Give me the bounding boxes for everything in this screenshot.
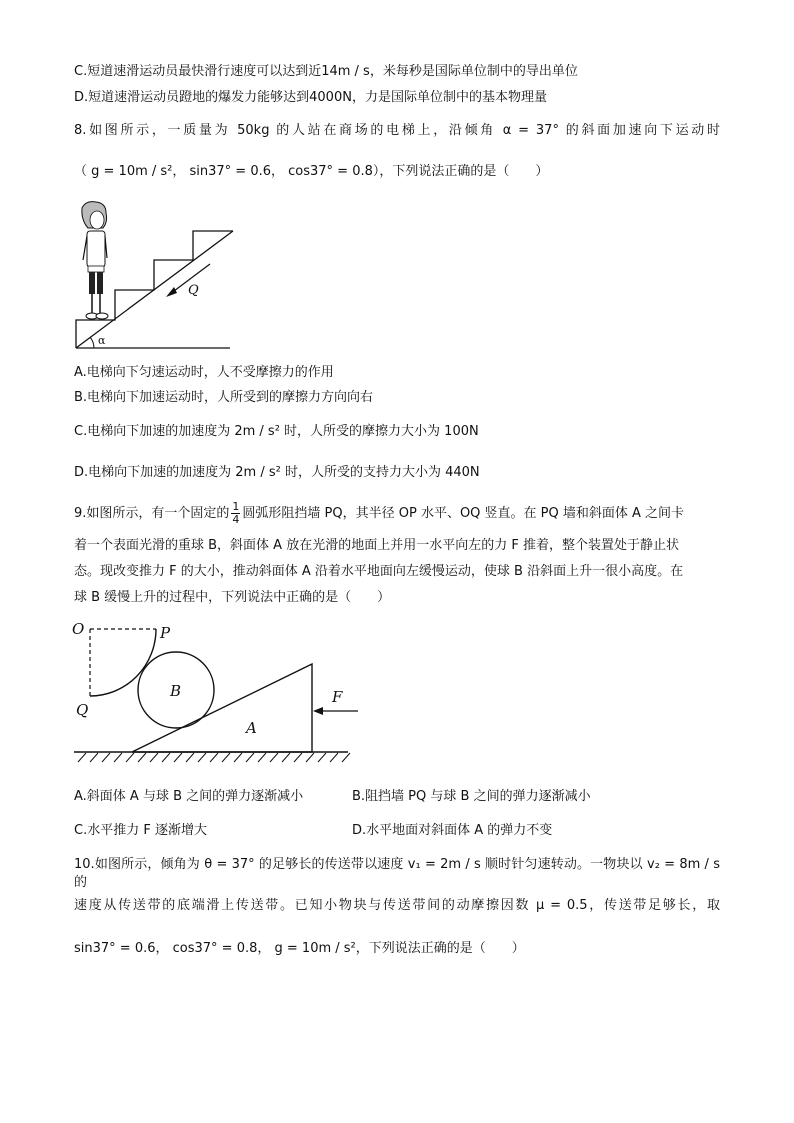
q9-stem-part2: 圆弧形阻挡墙 PQ，其半径 OP 水平、OQ 竖直。在 PQ 墙和斜面体 A 之间卡 <box>242 506 685 521</box>
q9-stem-part1: 9.如图所示，有一个固定的 <box>74 506 230 521</box>
q9-label-b: B <box>170 682 182 700</box>
q9-option-b: B.阻挡墙 PQ 与球 B 之间的弹力逐渐减小 <box>352 789 591 804</box>
q8-stem-line1: 8.如图所示，一质量为 50kg 的人站在商场的电梯上，沿倾角 α = 37° 的斜面加速向下运动时 <box>74 123 720 138</box>
q9-option-a: A.斜面体 A 与球 B 之间的弹力逐渐减小 <box>74 789 304 804</box>
q8-stem-line2: （ g = 10m / s²， sin37° = 0.6， cos37° = 0.8），下列说法正确的是（ ） <box>74 164 549 179</box>
q9-option-c: C.水平推力 F 逐渐增大 <box>74 823 207 838</box>
q8-option-c: C.电梯向下加速的加速度为 2m / s² 时，人所受的摩擦力大小为 100N <box>74 424 479 439</box>
q9-stem-line2: 着一个表面光滑的重球 B，斜面体 A 放在光滑的地面上并用一水平向左的力 F 推着，整个装置处于静止状 <box>74 538 679 553</box>
q9-label-a: A <box>246 719 257 737</box>
q9-stem-line3: 态。现改变推力 F 的大小，推动斜面体 A 沿着水平地面向左缓慢运动，使球 B 沿斜面上升一很小高度。在 <box>74 564 684 579</box>
q8-label-q: Q <box>188 283 199 298</box>
q8-option-d: D.电梯向下加速的加速度为 2m / s² 时，人所受的支持力大小为 440N <box>74 465 480 480</box>
q9-stem-line4: 球 B 缓慢上升的过程中，下列说法中正确的是（ ） <box>74 590 391 605</box>
q8-option-a: A.电梯向下匀速运动时，人不受摩擦力的作用 <box>74 365 334 380</box>
q9-stem-line1 <box>74 501 684 527</box>
quarter-fraction <box>231 501 240 526</box>
q9-wedge-figure <box>70 612 370 772</box>
angle-arc <box>90 337 94 348</box>
q10-stem-line1: 10.如图所示，倾角为 θ = 37° 的足够长的传送带以速度 v₁ = 2m / s 顺时针匀速转动。一物块以 v₂ = 8m / s 的 <box>74 857 720 890</box>
q9-label-o: O <box>72 620 85 638</box>
motion-arrow-head <box>166 287 177 297</box>
person-figure <box>82 202 108 319</box>
q7-option-c: C.短道速滑运动员最快滑行速度可以达到近14m / s，米每秒是国际单位制中的导出单位 <box>74 64 578 79</box>
force-arrow-head <box>313 707 323 715</box>
q9-option-d: D.水平地面对斜面体 A 的弹力不变 <box>352 823 553 838</box>
fraction-denominator: 4 <box>232 513 240 526</box>
q10-stem-line2: 速度从传送带的底端滑上传送带。已知小物块与传送带间的动摩擦因数 μ = 0.5，传送带足够长，取 <box>74 898 720 913</box>
q8-escalator-figure <box>70 198 250 354</box>
q10-stem-line3: sin37° = 0.6， cos37° = 0.8， g = 10m / s²，下列说法正确的是（ ） <box>74 941 525 956</box>
q9-label-p: P <box>160 624 171 642</box>
q8-option-b: B.电梯向下加速运动时，人所受到的摩擦力方向向右 <box>74 390 374 405</box>
fraction-numerator: 1 <box>232 500 240 513</box>
ground-hatching <box>78 753 350 762</box>
q9-label-f: F <box>332 688 343 706</box>
q7-option-d: D.短道速滑运动员蹬地的爆发力能够达到4000N，力是国际单位制中的基本物理量 <box>74 90 547 105</box>
q9-label-q: Q <box>76 701 89 719</box>
q8-label-alpha: α <box>98 334 106 347</box>
